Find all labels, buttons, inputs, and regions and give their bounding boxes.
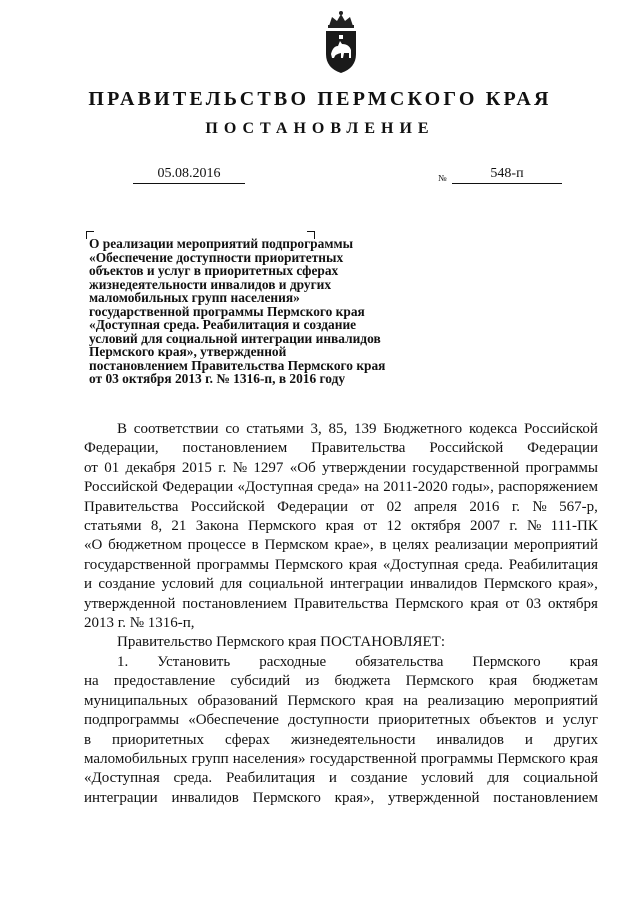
body-word: приоритетных [378, 712, 471, 729]
subject-line: Пермского края», утвержденной [89, 344, 287, 359]
body-word: Пермского [395, 595, 464, 612]
body-line [84, 478, 598, 497]
subject-line: маломобильных групп населения» [89, 290, 300, 305]
subject-line: от 03 октября 2013 г. № 1316-п, в 2016 году [89, 371, 346, 386]
body-word: В [117, 421, 128, 437]
body-word: интеграции [84, 789, 158, 806]
body-word: Федерации [527, 440, 598, 457]
body-word: на [84, 673, 99, 690]
body-word: и [328, 770, 337, 787]
body-word: 85, [328, 421, 348, 437]
body-word: программы [420, 750, 494, 767]
body-word: края», [334, 789, 375, 806]
subject-line: объектов и услуг в приоритетных сферах [89, 263, 339, 278]
body-word: статьями [84, 518, 142, 535]
body-word: для [487, 770, 510, 787]
body-line [84, 769, 598, 788]
body-word: г. [509, 518, 518, 535]
body-line [84, 750, 598, 769]
body-word: программы [525, 459, 598, 476]
body-word: 111-ПК [550, 518, 598, 535]
body-word: постановлением [493, 789, 598, 806]
body-word: годы», [452, 479, 494, 496]
body-word: Пермского [274, 556, 344, 573]
body-word: процессе [187, 537, 246, 554]
body-word: в [379, 537, 387, 554]
subject-line: О реализации мероприятий подпрограммы [89, 236, 354, 251]
body-word: Пермского [248, 518, 317, 535]
body-word: мероприятий [513, 692, 598, 709]
body-word: программы [196, 556, 270, 573]
body-word: Установить [157, 653, 231, 670]
body-word: Реабилитация [225, 770, 316, 787]
body-word: мероприятий [513, 537, 598, 554]
body-word: 139 [354, 421, 377, 437]
subject-line: государственной программы Пермского края [89, 303, 365, 319]
body-word: государственной [84, 556, 191, 573]
body-word: и [84, 576, 93, 593]
body-word: в [251, 537, 259, 554]
body-word: из [305, 673, 320, 690]
body-word: апреля [414, 498, 458, 515]
body-word: бюджетам [532, 673, 598, 690]
body-word: 2013 г. № 1316-п, [84, 615, 195, 632]
body-word: государственной [309, 750, 417, 767]
body-word: условий [421, 770, 474, 787]
body-word: 3, [310, 421, 322, 437]
body-word: обязательства [355, 653, 444, 670]
body-word: Пермском [264, 537, 329, 554]
body-word: Пермского [483, 576, 552, 593]
body-word: 21 [171, 518, 187, 535]
body-word: утверждении [322, 459, 406, 476]
body-word: муниципальных [84, 692, 188, 709]
body-word: «О [84, 537, 103, 554]
number-sign: № [438, 173, 447, 183]
document-number: 548-п [452, 166, 562, 184]
body-word: Пермского [252, 789, 321, 806]
body-word: со [225, 421, 240, 437]
body-word: субсидий [230, 673, 291, 690]
body-word: края», [558, 576, 598, 593]
body-word: 2011-2020 [383, 479, 448, 496]
body-word: создание [98, 576, 156, 593]
body-word: услуг [562, 712, 598, 729]
body-line [84, 692, 598, 711]
body-word: края [325, 518, 354, 535]
body-line [84, 575, 598, 594]
body-word: постановлением [182, 595, 288, 612]
body-word: Федерации [162, 479, 234, 496]
body-word: октября [410, 518, 461, 535]
body-word: Пермского [287, 692, 356, 709]
body-word: г. [218, 459, 227, 476]
body-word: от [360, 498, 375, 515]
body-word: крае», [334, 537, 374, 554]
body-word: расходные [259, 653, 327, 670]
body-word: других [553, 731, 598, 748]
document-type: ПОСТАНОВЛЕНИЕ [205, 120, 435, 137]
body-word: жизнедеятельности [290, 731, 416, 748]
body-word: социальной [248, 576, 324, 593]
body-word: 2007 [470, 518, 501, 535]
body-word: приоритетных [112, 731, 205, 748]
body-line [84, 672, 598, 691]
body-word: реализацию [427, 692, 505, 709]
body-word: 01 [104, 459, 120, 476]
body-word: утвержденной [84, 595, 176, 612]
subject-line: постановлением Правительства Пермского края [89, 357, 386, 373]
body-word: объектов [479, 712, 537, 729]
body-word: государственной [412, 459, 520, 476]
body-word: от [84, 459, 98, 476]
body-word: Пермского [497, 750, 566, 767]
body-word: Федерации, [84, 440, 159, 457]
body-word: г. [511, 498, 521, 515]
body-word: инвалидов [436, 731, 504, 748]
body-word: и [524, 731, 533, 748]
body-word: доступности [287, 712, 370, 729]
body-word: маломобильных [84, 750, 188, 767]
body-word: 567-р, [559, 498, 598, 515]
perm-krai-emblem-icon [322, 8, 360, 74]
body-word: Правительства [84, 498, 179, 515]
body-word: групп [191, 750, 229, 767]
body-word: от [505, 595, 520, 612]
body-word: условий [161, 576, 214, 593]
body-word: № [232, 459, 248, 476]
body-word: населения» [232, 750, 306, 767]
document-body [84, 420, 598, 808]
body-word: 02 [386, 498, 402, 515]
body-word: среда. [173, 770, 213, 787]
body-word: бюджета [334, 673, 391, 690]
body-word: края [569, 653, 598, 670]
body-line [84, 731, 598, 750]
body-word: Закона [195, 518, 239, 535]
body-word: 12 [386, 518, 402, 535]
body-word: утвержденной [388, 789, 480, 806]
document-subject [89, 237, 429, 386]
body-word: для [220, 576, 243, 593]
body-word: 8, [150, 518, 163, 535]
body-line [84, 595, 598, 614]
body-word: Российской [429, 440, 504, 457]
body-word: инвалидов [409, 576, 478, 593]
body-word: образований [197, 692, 278, 709]
body-word: Реабилитация [508, 556, 598, 573]
body-word: № [526, 518, 542, 535]
body-word: бюджетном [108, 537, 182, 554]
body-word: сферах [224, 731, 270, 748]
body-word: № [532, 498, 547, 515]
body-word: 1297 [253, 459, 284, 476]
body-line [84, 653, 598, 672]
body-word: октября [548, 595, 598, 612]
body-line [84, 517, 598, 536]
body-word: распоряжением [498, 479, 598, 496]
body-line [84, 439, 598, 458]
body-word: статьями [246, 421, 304, 437]
body-word: Российской [190, 498, 265, 515]
body-word: в [84, 731, 92, 748]
body-word: предоставление [113, 673, 216, 690]
body-word: социальной [523, 770, 598, 787]
body-word: края [365, 692, 394, 709]
body-word: Федерации [277, 498, 348, 515]
body-line [84, 536, 598, 555]
body-word: среда. [464, 556, 504, 573]
body-word: создание [350, 770, 408, 787]
body-word: инвалидов [171, 789, 239, 806]
body-word: Правительства [311, 440, 406, 457]
subject-line: «Доступная среда. Реабилитация и создание [89, 317, 357, 332]
body-line [84, 459, 598, 478]
body-word: «Обеспечение [188, 712, 279, 729]
body-line [84, 633, 598, 652]
body-line [84, 556, 598, 575]
subject-line: «Обеспечение доступности приоритетных [89, 249, 344, 265]
body-word: края [470, 595, 499, 612]
body-line [84, 498, 598, 517]
body-word: Правительства [293, 595, 389, 612]
body-word: «Доступная [237, 479, 314, 496]
body-word: 03 [526, 595, 542, 612]
subject-line: условий для социальной интеграции инвалидов [89, 330, 381, 346]
body-line [84, 711, 598, 730]
body-word: 2016 [469, 498, 500, 515]
body-word: декабря [125, 459, 176, 476]
body-word: Бюджетного [383, 421, 463, 437]
body-word: на [403, 692, 418, 709]
body-word: края [348, 556, 378, 573]
body-line [84, 614, 598, 633]
body-line [84, 789, 598, 808]
body-word: постановлением [182, 440, 288, 457]
body-word: края [488, 673, 518, 690]
document-date: 05.08.2016 [133, 166, 245, 184]
body-word: и [545, 712, 554, 729]
body-word: подпрограммы [84, 712, 180, 729]
body-word: «Доступная [382, 556, 459, 573]
body-word: 2015 [181, 459, 212, 476]
body-word: интеграции [329, 576, 404, 593]
body-word: на [364, 479, 379, 496]
body-word: Российской [84, 479, 158, 496]
body-word: от [363, 518, 378, 535]
body-word: кодекса [468, 421, 518, 437]
body-word: «Доступная [84, 770, 160, 787]
body-word: соответствии [133, 421, 219, 437]
body-word: Правительство Пермского края ПОСТАНОВЛЯЕТ: [117, 634, 446, 651]
body-line [84, 420, 598, 439]
body-word: Пермского [472, 653, 541, 670]
body-word: 1. [117, 653, 129, 670]
body-word: края [569, 750, 598, 767]
body-word: «Об [289, 459, 316, 476]
body-word: Пермского [405, 673, 474, 690]
body-word: реализации [434, 537, 509, 554]
subject-line: жизнедеятельности инвалидов и других [89, 276, 332, 292]
organization-title: ПРАВИТЕЛЬСТВО ПЕРМСКОГО КРАЯ [88, 88, 552, 110]
body-word: Российской [524, 421, 598, 437]
body-word: целях [392, 537, 429, 554]
body-word: среда» [317, 479, 360, 496]
